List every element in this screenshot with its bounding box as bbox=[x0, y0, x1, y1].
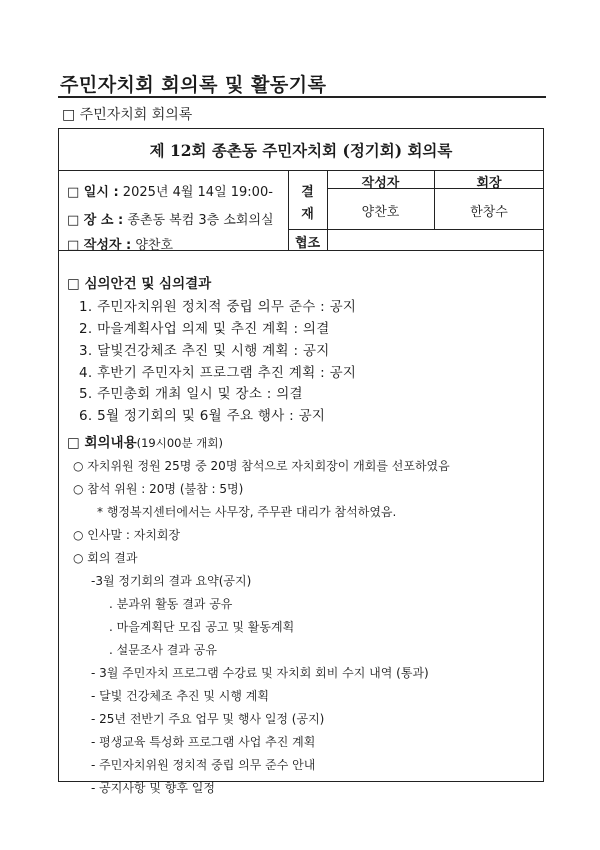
content-line: . 분과위 활동 결과 공유 bbox=[109, 597, 233, 611]
content-line: - 3월 주민자치 프로그램 수강료 및 자치회 회비 수지 내역 (통과) bbox=[91, 666, 429, 680]
content-line: ○ 참석 위원 : 20명 (불참 : 5명) bbox=[73, 482, 244, 496]
writer-col-header: 작성자 bbox=[361, 176, 400, 191]
agenda-item: 2. 마을계획사업 의제 및 추진 계획 : 의결 bbox=[79, 321, 330, 337]
approval-side-char: 재 bbox=[301, 207, 314, 222]
agenda-item: 4. 후반기 주민자치 프로그램 추진 계획 : 공지 bbox=[79, 365, 357, 381]
approval-divider bbox=[288, 229, 544, 230]
agenda-item: 1. 주민자치위원 정치적 중립 의무 준수 : 공지 bbox=[79, 299, 357, 315]
date-value: 2025년 4월 14일 19:00- bbox=[122, 185, 273, 200]
writer-label: □ 작성자 : bbox=[67, 238, 132, 253]
page-title: 주민자치회 회의록 및 활동기록 bbox=[60, 74, 327, 96]
date-row bbox=[67, 181, 273, 200]
agenda-item: 5. 주민총회 개최 일시 및 장소 : 의결 bbox=[79, 386, 303, 402]
section-heading: □ 주민자치회 회의록 bbox=[62, 107, 193, 123]
approval-side-char: 결 bbox=[301, 185, 314, 200]
cooperation-label: 협조 bbox=[294, 236, 321, 251]
content-line: -3월 정기회의 결과 요약(공지) bbox=[91, 574, 252, 588]
content-line: - 주민자치위원 정치적 중립 의무 준수 안내 bbox=[91, 758, 316, 772]
content-line: - 평생교육 특성화 프로그램 사업 추진 계획 bbox=[91, 735, 316, 749]
writer-value: 양찬호 bbox=[135, 238, 174, 253]
agenda-item: 3. 달빛건강체조 추진 및 시행 계획 : 공지 bbox=[79, 343, 330, 359]
content-line: ○ 자치위원 정원 25명 중 20명 참석으로 자치회장이 개회를 선포하였음 bbox=[73, 459, 450, 473]
content-line: - 25년 전반기 주요 업무 및 행사 일정 (공지) bbox=[91, 712, 325, 726]
place-row bbox=[67, 209, 274, 228]
content-line: * 행정복지센터에서는 사무장, 주무관 대리가 참석하였음. bbox=[97, 505, 397, 519]
title-divider bbox=[58, 96, 546, 98]
content-title-note: (19시00분 개회) bbox=[136, 436, 223, 450]
chair-name: 한창수 bbox=[470, 205, 508, 220]
writer-name: 양찬호 bbox=[361, 205, 400, 220]
minutes-box bbox=[58, 128, 544, 795]
content-title-text: □ 회의내용 bbox=[67, 435, 137, 451]
chair-col-header: 회장 bbox=[476, 176, 502, 191]
place-label: □ 장 소 : bbox=[67, 213, 124, 228]
content-line: . 마을계획단 모집 공고 및 활동계획 bbox=[109, 620, 295, 634]
content-line: - 공지사항 및 향후 일정 bbox=[91, 781, 215, 795]
content-line: - 달빛 건강체조 추진 및 시행 계획 bbox=[91, 689, 269, 703]
place-value: 종촌동 복컴 3층 소회의실 bbox=[127, 213, 274, 228]
agenda-item: 6. 5월 정기회의 및 6월 주요 행사 : 공지 bbox=[79, 408, 326, 424]
date-label: □ 일시 : bbox=[67, 185, 119, 200]
content-title bbox=[67, 431, 223, 451]
content-line: . 설문조사 결과 공유 bbox=[109, 643, 217, 657]
content-line: ○ 인사말 : 자치회장 bbox=[73, 528, 181, 542]
agenda-title: □ 심의안건 및 심의결과 bbox=[67, 276, 212, 292]
minutes-title: 제 12회 종촌동 주민자치회 (정기회) 회의록 bbox=[59, 129, 543, 171]
content-line: ○ 회의 결과 bbox=[73, 551, 138, 565]
